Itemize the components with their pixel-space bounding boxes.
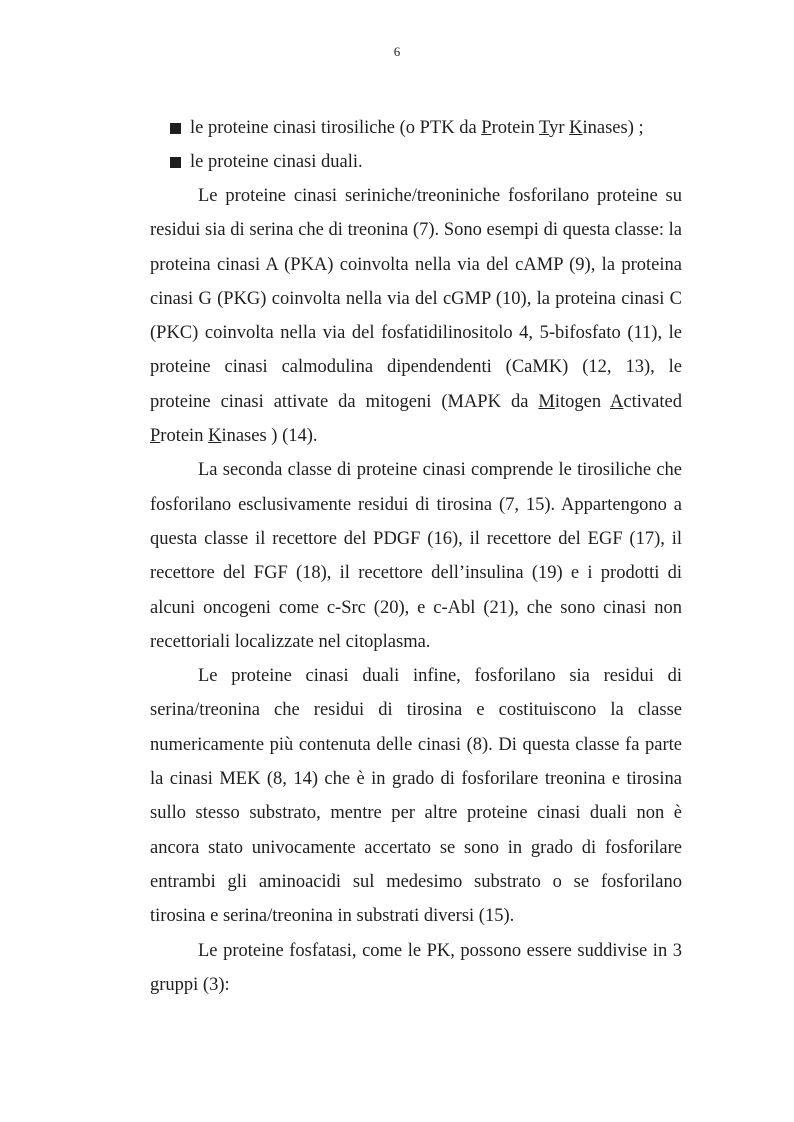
bullet-item	[150, 111, 682, 145]
underlined-initial: P	[481, 118, 492, 138]
text-segment: Le proteine fosfatasi, come le PK, possono essere suddivise in 3 gruppi (3):	[150, 940, 682, 995]
paragraph-dual-kinases	[150, 659, 682, 933]
text-segment: Le proteine cinasi seriniche/treoniniche fosforilano proteine su residui sia di serina che di treonina (7). Sono esempi di questa classe: la proteina cinasi A (PKA) coinvolta nella via del cAMP (9), la proteina cinasi G (PKG) coinvolta nella via del cGMP (10), la proteina cinasi C (PKC) coinvolta nella via del fosfatidilinositolo 4, 5-bifosfato (11), le proteine cinasi calmodulina dipendendenti (CaMK) (12, 13), le proteine cinasi attivate da mitogeni (MAPK da	[150, 186, 682, 412]
paragraph-tyrosine-kinases	[150, 453, 682, 659]
bullet-item	[150, 145, 682, 179]
bullet-text	[190, 152, 363, 172]
underlined-initial: T	[539, 118, 550, 138]
paragraph-phosphatases	[150, 934, 682, 1003]
underlined-initial: K	[208, 426, 222, 447]
text-segment: ctivated	[623, 391, 682, 412]
paragraph-serine-threonine-kinases	[150, 179, 682, 453]
square-bullet-icon	[170, 123, 181, 134]
text-segment: Le proteine cinasi duali infine, fosforilano sia residui di serina/treonina che residui di tirosina e costituiscono la classe numericamente più contenuta delle cinasi (8). Di questa classe fa parte la cinasi MEK (8, 14) che è in grado di fosforilare treonina e tirosina sullo stesso substrato, mentre per altre proteine cinasi duali non è ancora stato univocamente accertato se sono in grado di fosforilare entrambi gli aminoacidi sul medesimo substrato o se fosforilano tirosina e serina/treonina in substrati diversi (15).	[150, 666, 682, 927]
text-segment: itogen	[554, 391, 611, 412]
page-number: 6	[393, 44, 401, 59]
text-segment: inases) ;	[582, 118, 644, 138]
document-body	[150, 111, 682, 1002]
text-segment: le proteine cinasi tirosiliche (o PTK da	[190, 118, 482, 138]
underlined-initial: M	[538, 391, 555, 412]
underlined-initial: P	[150, 426, 161, 447]
square-bullet-icon	[170, 157, 181, 168]
underlined-initial: A	[610, 391, 624, 412]
text-segment: le proteine cinasi duali.	[190, 152, 363, 172]
bullet-text	[190, 118, 644, 138]
text-segment: inases ) (14).	[221, 426, 318, 447]
underlined-initial: K	[569, 118, 583, 138]
text-segment: La seconda classe di proteine cinasi comprende le tirosiliche che fosforilano esclusivamente residui di tirosina (7, 15). Appartengono a questa classe il recettore del PDGF (16), il recettore del EGF (17), il recettore del FGF (18), il recettore dell’insulina (19) e i prodotti di alcuni oncogeni come c-Src (20), e c-Abl (21), che sono cinasi non recettoriali localizzate nel citoplasma.	[150, 460, 682, 652]
text-segment: rotein	[491, 118, 540, 138]
text-segment: rotein	[160, 426, 209, 447]
text-segment: yr	[549, 118, 570, 138]
